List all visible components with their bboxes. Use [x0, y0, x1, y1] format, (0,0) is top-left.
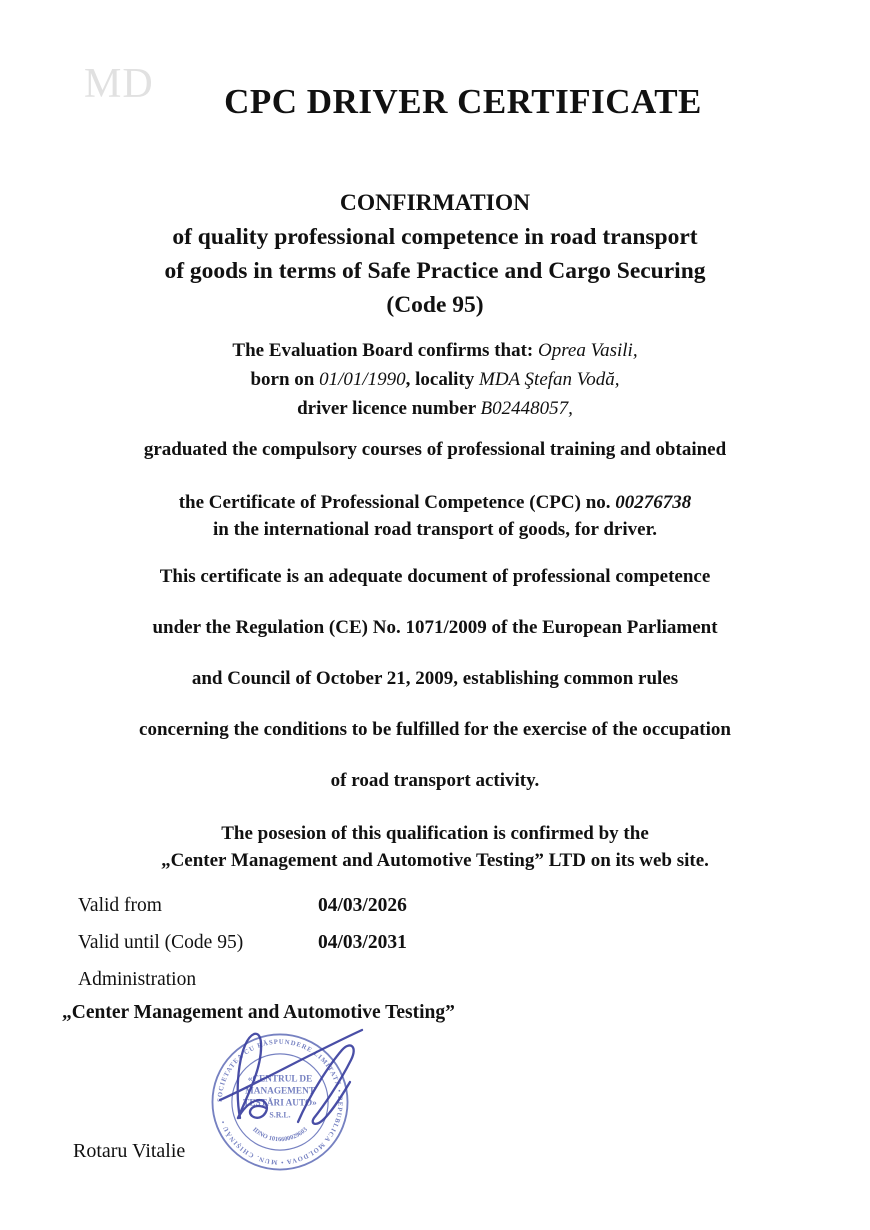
valid-until-value: 04/03/2031	[318, 932, 407, 953]
stamp-center-line-3: TESTĂRI AUTO»	[243, 1098, 317, 1109]
cpc-scope-line: in the international road transport of goods, for driver.	[212, 519, 658, 540]
administration-label: Administration	[78, 969, 197, 990]
licence-number: B02448057,	[480, 398, 573, 419]
cpc-number-line	[0, 489, 870, 516]
stamp-center-line-1: «CENTRUL DE	[247, 1074, 313, 1085]
body-paragraph-7: of road transport activity.	[330, 770, 540, 791]
body-paragraph-2	[0, 489, 870, 543]
stamp-center-line-2: MANAGEMENT	[245, 1086, 315, 1097]
valid-until-label: Valid until (Code 95)	[78, 932, 244, 953]
body-paragraph-1: graduated the compulsory courses of professional training and obtained	[143, 439, 727, 460]
holder-name-line	[0, 336, 870, 365]
born-label: born on	[250, 369, 320, 390]
holder-name: Oprea Vasili,	[538, 340, 638, 361]
cpc-label: the Certificate of Professional Competence (CPC) no.	[178, 492, 616, 513]
md-watermark: MD	[84, 61, 154, 107]
confirmation-subtitle-2: of goods in terms of Safe Practice and Cargo Securing	[164, 258, 706, 284]
stamp-idno-text: IDNO 1016600029603	[251, 1126, 309, 1144]
confirmation-subtitle-1: of quality professional competence in road transport	[172, 224, 698, 250]
body-paragraph-8	[0, 820, 870, 874]
birth-date: 01/01/1990	[319, 369, 406, 390]
holder-details	[0, 336, 870, 423]
confirmation-heading: CONFIRMATION	[339, 190, 531, 216]
locality-value: MDA Ştefan Vodă,	[479, 369, 620, 390]
possession-line-1: The posesion of this qualification is confirmed by the	[221, 823, 649, 844]
administration-row	[78, 969, 407, 1006]
body-paragraph-3: This certificate is an adequate document of professional competence	[159, 566, 711, 587]
confirms-label: The Evaluation Board confirms that:	[232, 340, 539, 361]
stamp-srl-line: S.R.L.	[269, 1110, 291, 1120]
body-paragraph-5: and Council of October 21, 2009, establishing common rules	[191, 668, 679, 689]
valid-until-row	[78, 932, 407, 969]
validity-section	[78, 895, 407, 1006]
valid-from-value: 04/03/2026	[318, 895, 407, 916]
page-title: CPC DRIVER CERTIFICATE	[224, 82, 702, 121]
signature-stroke-3	[220, 1030, 362, 1100]
cpc-number: 00276738	[615, 492, 692, 513]
stamp-ring-text: SOCIETATEA CU RĂSPUNDERE LIMITATĂ • REPUBLICA MOLDOVA • MUN. CHIŞINĂU •	[216, 1038, 344, 1166]
valid-from-row	[78, 895, 407, 932]
signature-scribble	[210, 1024, 368, 1136]
locality-label: , locality	[405, 369, 479, 390]
confirmation-code: (Code 95)	[386, 292, 484, 318]
body-paragraph-4: under the Regulation (CE) No. 1071/2009 of the European Parliament	[152, 617, 718, 638]
valid-from-label: Valid from	[78, 895, 162, 916]
holder-birth-line	[0, 365, 870, 394]
holder-licence-line	[0, 394, 870, 423]
organization-name: „Center Management and Automotive Testing”	[62, 1002, 455, 1023]
possession-line-2: „Center Management and Automotive Testing” LTD on its web site.	[161, 850, 709, 871]
confirmation-heading-block	[0, 186, 870, 322]
licence-label: driver licence number	[297, 398, 481, 419]
body-paragraph-6: concerning the conditions to be fulfilled for the exercise of the occupation	[139, 719, 731, 740]
signatory-name: Rotaru Vitalie	[73, 1140, 186, 1162]
